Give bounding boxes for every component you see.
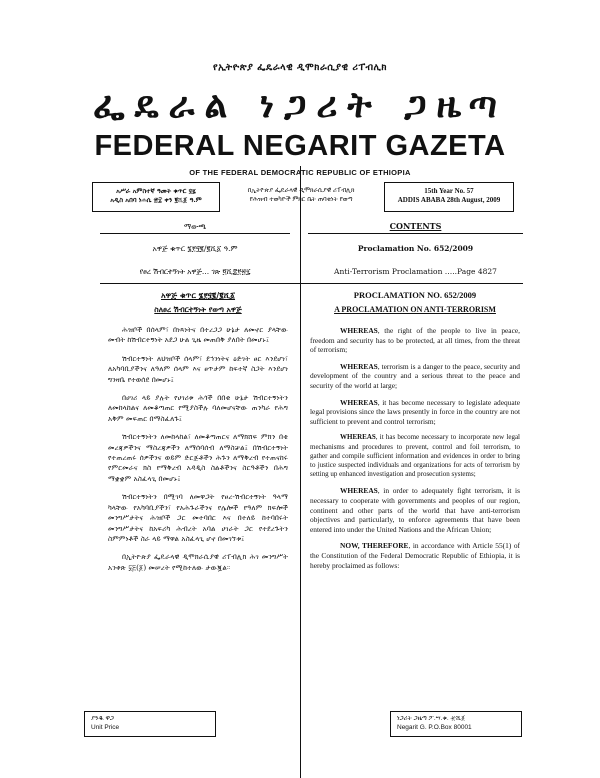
unit-price-box: [84, 711, 216, 737]
paragraph-text: , in accordance with Article 55(1) of the Constitution of the Federal Democratic Republic of Ethiopia, it is hereby proclaimed as follows:: [310, 541, 521, 570]
english-paragraph: [310, 398, 520, 427]
contents-bottom-rule: [100, 283, 523, 284]
postal-box: [390, 711, 522, 737]
divider: [100, 233, 290, 234]
paragraph-text: , it has become necessary to incorporate new legal mechanisms and procedures to prevent, control and foil terrorism, to gather and compile sufficient information and evidences in order to bring to justice suspected individuals and organizations for acts of terrorism by setting up enhanced investigation and prosecution systems;: [310, 433, 520, 479]
issue-number-english: 15th Year No. 57: [424, 187, 474, 195]
english-proclamation-title: A PROCLAMATION ON ANTI-TERRORISM: [334, 305, 496, 314]
amharic-paragraph: በኢትዮጵያ ፌዴራላዊ ዲሞክራሲያዊ ሪፐብሊክ ሕገ መንግሥት አንቀጽ ፶፭(፩) መሠረት የሚከተለው ታውጇል።: [108, 552, 288, 572]
unit-price-amharic: ያንዱ ዋጋ: [91, 715, 114, 722]
contents-proclamation-amharic: አዋጅ ቁጥር ፮፻፶፪/፪ሺ፩ ዓ.ም: [152, 244, 238, 253]
english-gazette-title: FEDERAL NEGARIT GAZETA: [94, 130, 506, 162]
publisher-line-1: በኢትዮጵያ ፌዴራላዊ ዲሞክራሲያዊ ሪፐብሊክ: [247, 187, 355, 194]
english-proclamation-number: PROCLAMATION NO. 652/2009: [353, 290, 477, 300]
amharic-paragraph: ሽብርተኝነትን በሚገባ ለመዋጋት የፀረ-ሽብርተኝነት ዓላማ ካላቸው የአካባቢያችን፣ የአሕጉራችንና የሌሎች የዓለም ክፍሎች መንግሥታትና ሕዝቦች ጋር መተባበር እና በተለይ ከተባበሩት መንግሥታትና ከአፍሪካ ሕብረት አባል ሀገራት ጋር የተደረጉትን ስምምነቶች ስራ ላይ ማዋል አስፈላጊ ሆኖ በመገኘቱ፤: [108, 492, 288, 543]
publisher-line-2: የሕዝብ ተወካዮች ምክር ቤት ጠባቂነት የወጣ: [249, 196, 353, 203]
column-divider: [300, 166, 301, 778]
issue-number-amharic: አሥራ አምስተኛ ዓመት ቁጥር ፶፯: [116, 187, 196, 195]
amharic-paragraph: ሕዝቦች በሰላም፣ በነጻነትና በተረጋጋ ሁኔታ ለመኖር ያላቸው መብት ከሽብርተኝነት አደጋ ሁል ጊዜ መጠበቅ ያለበት በመሆኑ፤: [108, 325, 288, 345]
paragraph-lead: WHEREAS: [340, 397, 378, 407]
amharic-country-name: የኢትዮጵያ ፌዴራላዊ ዲሞክራሲያዊ ሪፐብሊክ: [212, 62, 388, 73]
issue-box-amharic: [92, 182, 220, 212]
paragraph-lead: WHEREAS: [340, 486, 378, 496]
amharic-gazette-title: ፌዴራል ነጋሪት ጋዜጣ: [92, 84, 507, 126]
amharic-proclamation-number: አዋጅ ቁጥር ፮፻፶፪/፪ሺ፩: [160, 290, 236, 300]
paragraph-lead: WHEREAS: [340, 433, 376, 442]
english-paragraph: [310, 486, 520, 534]
amharic-paragraph: ሽብርተኝነትን ለመከላከል፣ ለመቆጣጠርና ለማክሸፍ ምክን በቂ መረጃዎችንና ማስረጃዎችን ለማሰባሰብ ለማስቻል፤ በሽብርተኝነት የተጠረጠሩ ሰዎችንና ወይም ድርጅቶችን ሕጉን ለማቅረብ የተጠናከሩ የምርመራና ክስ የማቅረብ አዳዲስ ስልቶችንና ስርዓቶችን በሕግ ማቋቋም አስፈላጊ በመሆኑ፤: [108, 432, 288, 483]
amharic-proclamation-title: ስለፀረ ሽብርተኝነት የወጣ አዋጅ: [154, 305, 242, 314]
contents-item-amharic: የፀረ ሽብርተኝነት አዋጅ… ገጽ ፬ሺ፰፻፳፯: [139, 267, 251, 276]
amharic-paragraph: በሀገሪ ላይ ያሉት የሀገሪቱ ሕጎች በበቂ ሁኔታ ሽብርተኝነትን ለመከላከልና ለመቆጣጠር የሚያስችሉ ባለመሆናቸው ጠንካራ የሕግ አቅም መፍጠር በማስፈለጉ፤: [108, 393, 288, 423]
english-paragraph: [310, 433, 520, 479]
english-column: [310, 290, 520, 570]
issue-box-english: [384, 182, 514, 212]
unit-price-english: Unit Price: [91, 723, 120, 731]
publisher-note: [226, 186, 376, 204]
amharic-paragraph: ሽብርተኝነት ለህዝቦች ሰላም፣ ደኅንነትና ዕድገት ፀር እንደሆነ፣ ለአካባቢያችንና ለዓለም ሰላም እና ፀጥታም ከፍተኛ ስጋት እንደሆነ ግንዛቤ የተወሰደ በመሆኑ፤: [108, 353, 288, 384]
postal-english: Negarit G. P.O.Box 80001: [397, 723, 472, 731]
issue-date-english: ADDIS ABABA 28th August, 2009: [397, 196, 501, 204]
contents-heading-amharic: ማውጫ: [183, 222, 207, 231]
postal-amharic: ነጋሪት ጋዜጣ ፖ.ሣ.ቁ. ፹ሺ፩: [397, 715, 466, 722]
divider: [308, 233, 523, 234]
english-paragraph: [310, 362, 520, 391]
contents-heading-english: CONTENTS: [389, 221, 442, 231]
paragraph-text: , terrorism is a danger to the peace, security and development of the country and a serious threat to the peace and security of the world at large;: [310, 361, 520, 390]
paragraph-text: , the right of the people to live in peace, freedom and security has to be protected, at all times, from the threat of terrorism;: [310, 326, 520, 355]
paragraph-text: , it has become necessary to legislate adequate legal provisions since the laws presently in force in the country are not sufficient to prevent and control terrorism;: [310, 397, 520, 426]
gazette-subtitle: OF THE FEDERAL DEMOCRATIC REPUBLIC OF ETHIOPIA: [189, 168, 411, 177]
amharic-column: [108, 290, 288, 573]
paragraph-text: , in order to adequately fight terrorism, it is necessary to cooperate with governments and peoples of our region, continent and other parts of the world that have anti-terrorism objectives and particularly, to enforce agreements that have been entered into under the United Nations and the African Union;: [310, 486, 520, 534]
paragraph-lead: WHEREAS: [340, 326, 378, 335]
contents-proclamation-english: Proclamation No. 652/2009: [357, 244, 474, 253]
contents-item-english: Anti-Terrorism Proclamation …..Page 4827: [334, 267, 497, 276]
paragraph-lead: NOW, THEREFORE: [340, 541, 409, 551]
english-paragraph: [310, 326, 520, 355]
english-paragraph: [310, 541, 520, 570]
paragraph-lead: WHEREAS: [340, 361, 378, 371]
issue-date-amharic: አዲስ አበባ ነሐሴ ፳፰ ቀን ፪ሺ፩ ዓ.ም: [110, 196, 202, 204]
